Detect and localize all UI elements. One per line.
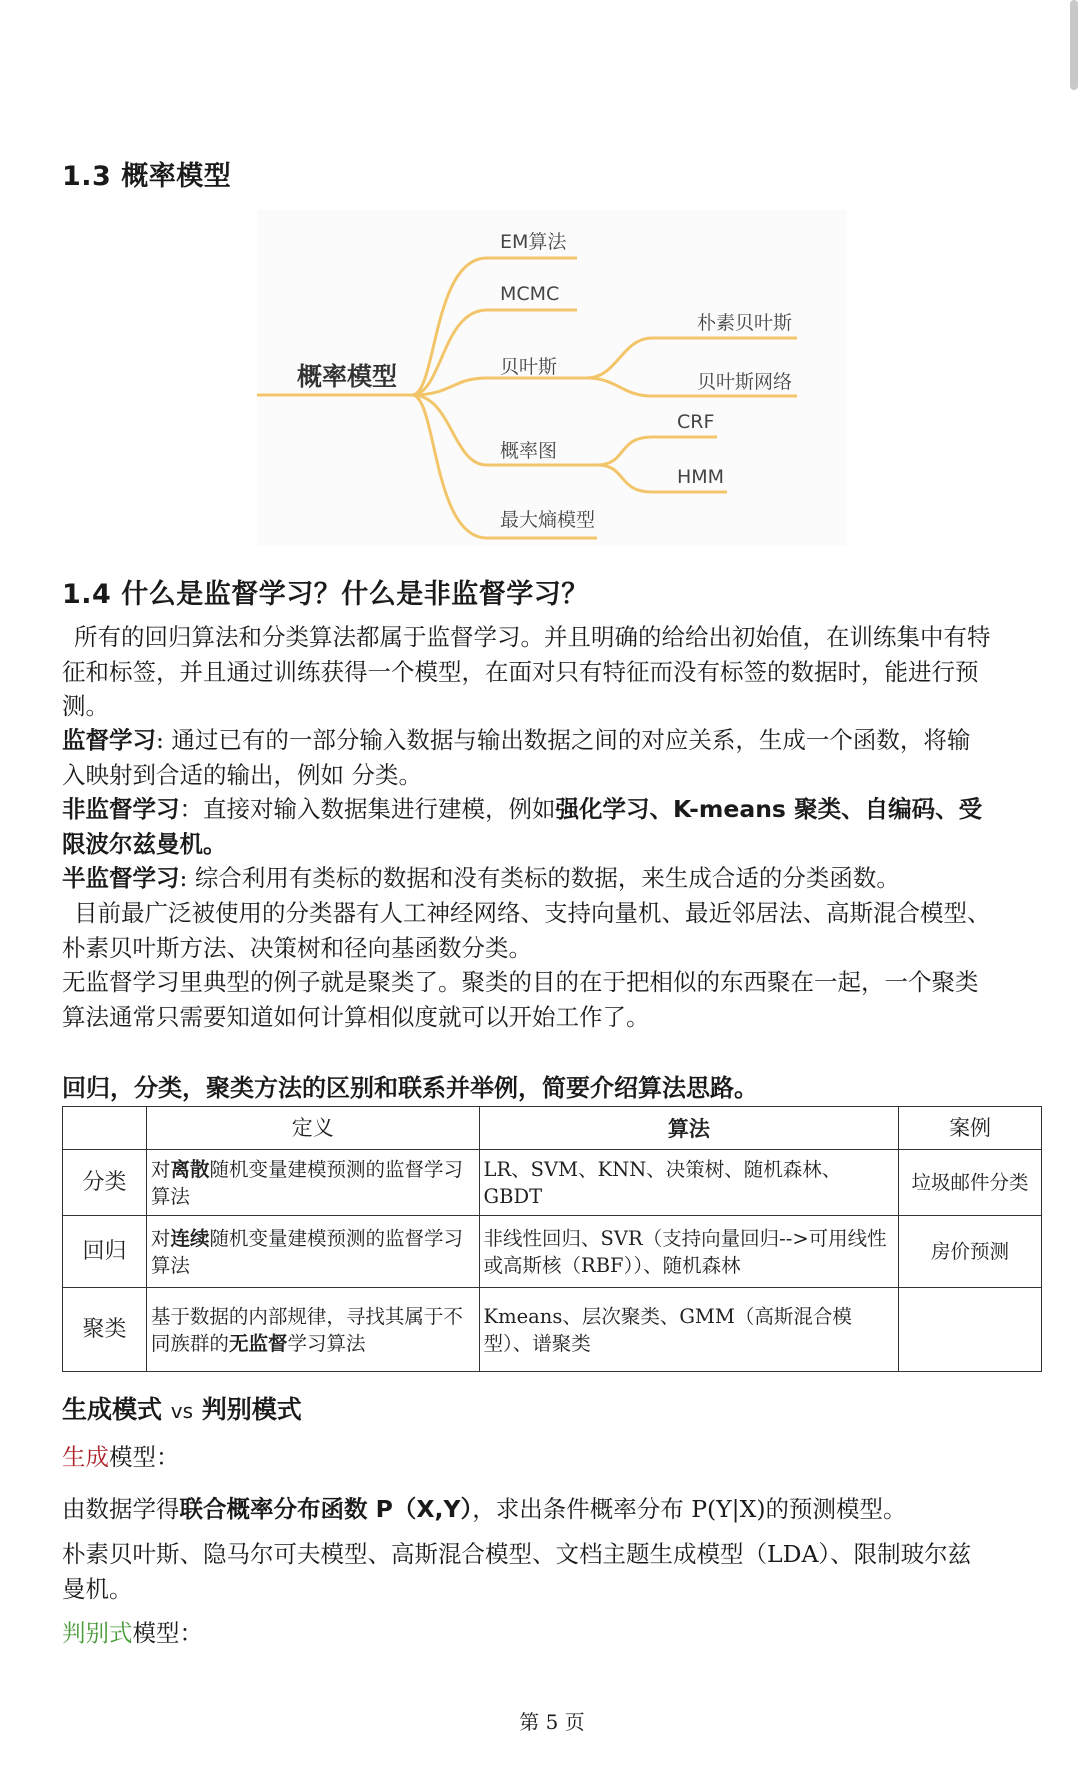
row-name-clustering: 聚类 (63, 1288, 147, 1372)
branch-line-crf (597, 437, 717, 465)
row-case: 房价预测 (899, 1216, 1042, 1288)
row-definition: 对连续随机变量建模预测的监督学习算法 (146, 1216, 479, 1288)
branch-em: EM算法 (500, 231, 567, 253)
clustering-paragraph: 无监督学习里典型的例子就是聚类了。聚类的目的在于把相似的东西聚在一起，一个聚类算法通常只需要知道如何计算相似度就可以开始工作了。 (62, 968, 979, 1031)
branch-line-mcmc (412, 310, 577, 395)
row-definition: 基于数据的内部规律，寻找其属于不同族群的无监督学习算法 (146, 1288, 479, 1372)
unsupervised-examples: 强化学习、K-means 聚类、自编码、受限波尔兹曼机。 (62, 795, 983, 858)
unsupervised-paragraph (62, 792, 992, 861)
header-algorithm: 算法 (479, 1107, 899, 1150)
branch-line-bayes (412, 378, 587, 395)
classifiers-paragraph: 目前最广泛被使用的分类器有人工神经网络、支持向量机、最近邻居法、高斯混合模型、朴素贝叶斯方法、决策树和径向基函数分类。 (62, 899, 991, 962)
row-algorithm: LR、SVM、KNN、决策树、随机森林、GBDT (479, 1150, 899, 1216)
table-header-row (63, 1107, 1042, 1150)
branch-bayes-network: 贝叶斯网络 (697, 371, 793, 393)
row-algorithm: Kmeans、层次聚类、GMM（高斯混合模型）、谱聚类 (479, 1288, 899, 1372)
supervised-label: 监督学习 (62, 726, 156, 754)
supervised-paragraph (62, 723, 992, 792)
unsupervised-text: ：直接对输入数据集进行建模，例如 (179, 795, 556, 823)
semi-supervised-paragraph (62, 861, 992, 896)
row-case: 垃圾邮件分类 (899, 1150, 1042, 1216)
section-1-4-title: 1.4 什么是监督学习？什么是非监督学习？ (62, 579, 589, 610)
supervised-text: : 通过已有的一部分输入数据与输出数据之间的对应关系，生成一个函数，将输入映射到合适的输出，例如 分类。 (62, 726, 971, 789)
scrollbar[interactable] (1070, 0, 1078, 90)
table-row (63, 1216, 1042, 1288)
generative-model-description: 由数据学得联合概率分布函数 P（X,Y），求出条件概率分布 P(Y|X)的预测模型。 (62, 1495, 907, 1523)
header-empty (63, 1107, 147, 1150)
discriminative-model-heading: 判别式模型： (62, 1619, 203, 1647)
table-title: 回归，分类，聚类方法的区别和联系并举例，简要介绍算法思路。 (62, 1074, 758, 1102)
row-case (899, 1288, 1042, 1372)
generative-model-examples: 朴素贝叶斯、隐马尔可夫模型、高斯混合模型、文档主题生成模型（LDA）、限制玻尔兹曼机。 (62, 1540, 972, 1603)
table-row (63, 1288, 1042, 1372)
semi-label: 半监督学习 (62, 864, 180, 892)
section-1-3-title: 1.3 概率模型 (62, 161, 232, 192)
branch-maxent: 最大熵模型 (500, 509, 596, 531)
branch-hmm: HMM (677, 466, 725, 488)
row-algorithm: 非线性回归、SVR（支持向量回归-->可用线性或高斯核（RBF））、随机森林 (479, 1216, 899, 1288)
branch-naive-bayes: 朴素贝叶斯 (697, 312, 793, 334)
comparison-table (62, 1106, 1042, 1372)
generative-model-heading: 生成模型： (62, 1443, 180, 1471)
semi-text: : 综合利用有类标的数据和没有类标的数据，来生成合适的分类函数。 (179, 864, 900, 892)
table-row (63, 1150, 1042, 1216)
row-definition: 对离散随机变量建模预测的监督学习算法 (146, 1150, 479, 1216)
generative-vs-discriminative-title: 生成模式 vs 判别模式 (62, 1395, 302, 1424)
branch-crf: CRF (677, 411, 715, 433)
intro-paragraph: 所有的回归算法和分类算法都属于监督学习。并且明确的给给出初始值，在训练集中有特征和标签，并且通过训练获得一个模型，在面对只有特征而没有标签的数据时，能进行预测。 (62, 623, 991, 720)
row-name-regression: 回归 (63, 1216, 147, 1288)
header-definition: 定义 (146, 1107, 479, 1150)
branch-mcmc: MCMC (500, 283, 560, 305)
mindmap-root: 概率模型 (297, 362, 398, 391)
row-name-classification: 分类 (63, 1150, 147, 1216)
page-number: 第 5 页 (519, 1710, 585, 1734)
probability-model-mindmap (257, 210, 847, 546)
header-case: 案例 (899, 1107, 1042, 1150)
branch-bayes: 贝叶斯 (500, 356, 558, 378)
branch-graph: 概率图 (500, 440, 558, 462)
unsupervised-label: 非监督学习 (62, 795, 180, 823)
